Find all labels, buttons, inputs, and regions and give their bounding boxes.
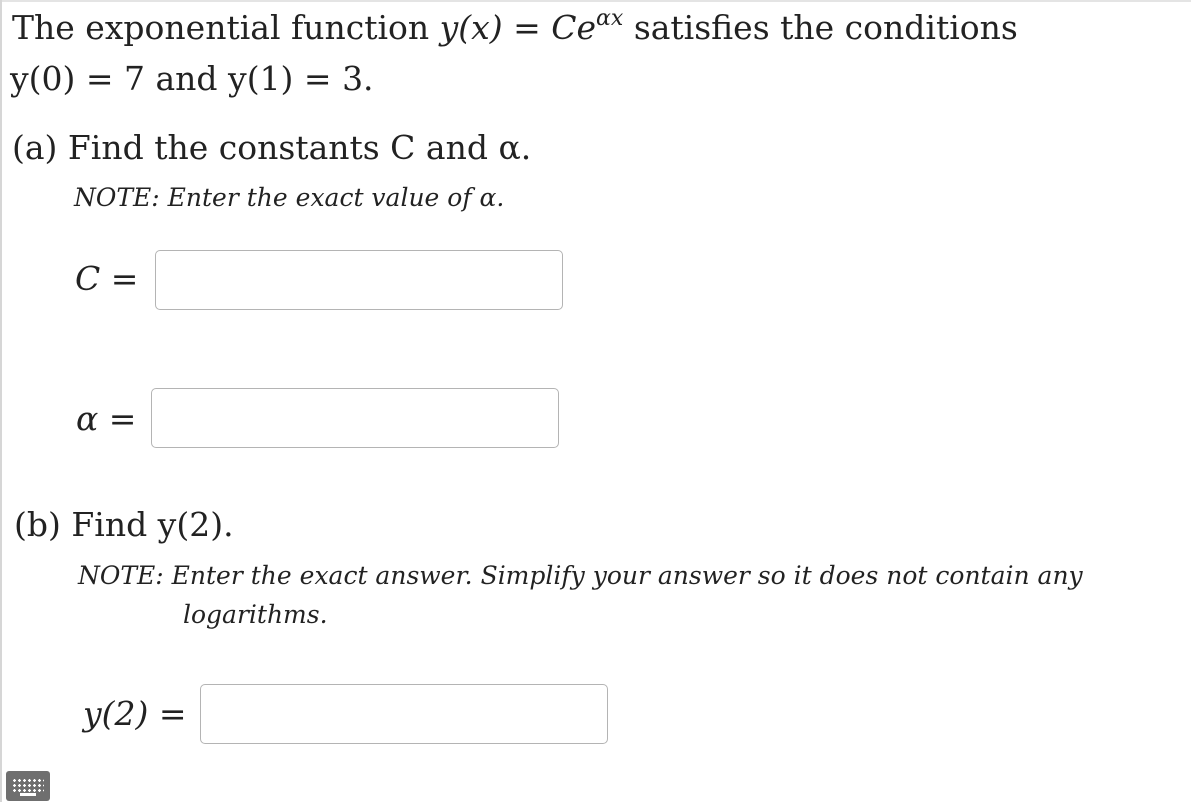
part-b-heading: (b) Find y(2). <box>14 505 234 544</box>
y2-answer-input[interactable] <box>200 684 608 744</box>
alpha-label: α = <box>76 399 137 438</box>
part-a-note: NOTE: Enter the exact value of α. <box>74 183 505 212</box>
intro-function: y(x) = Ce <box>439 8 597 47</box>
keyboard-icon[interactable] <box>6 771 50 801</box>
intro-exponent: αx <box>596 6 624 31</box>
problem-intro-line <box>12 6 1018 47</box>
part-a-heading: (a) Find the constants C and α. <box>12 128 532 167</box>
left-border <box>0 0 2 802</box>
keyboard-spacebar <box>20 793 36 796</box>
problem-conditions: y(0) = 7 and y(1) = 3. <box>10 59 374 98</box>
alpha-answer-input[interactable] <box>151 388 559 448</box>
c-answer-input[interactable] <box>155 250 563 310</box>
intro-text: The exponential function <box>12 8 430 47</box>
part-b-note-line1: NOTE: Enter the exact answer. Simplify your answer so it does not contain any <box>78 561 1083 590</box>
intro-tail: satisfies the conditions <box>633 8 1018 47</box>
y2-label: y(2) = <box>83 694 187 733</box>
keyboard-keys <box>12 778 44 794</box>
top-border <box>0 0 1191 2</box>
c-label: C = <box>75 259 139 298</box>
part-b-note-line2: logarithms. <box>183 600 328 629</box>
